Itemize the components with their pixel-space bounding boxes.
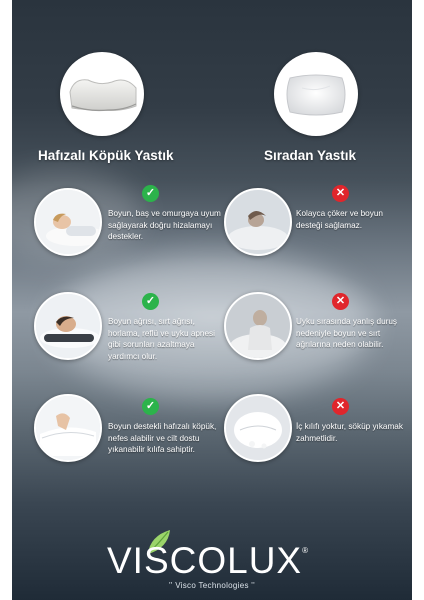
memory-foam-benefit-1: Boyun, baş ve omurgaya uyum sağlayarak doğru hizalamayı destekler.: [108, 209, 221, 242]
neck-pain-photo: [224, 188, 292, 256]
brand-name: [107, 540, 317, 582]
ordinary-pillow-image: [274, 52, 358, 136]
ordinary-pillow-drawback-1: Kolayca çöker ve boyun desteği sağlamaz.: [296, 209, 383, 230]
comparison-panel: [12, 0, 412, 600]
memory-foam-pillow-title: Hafızalı Köpük Yastık: [38, 148, 174, 163]
cross-icon: ✕: [332, 398, 349, 415]
cross-icon: ✕: [332, 185, 349, 202]
pillow-cover-photo: [34, 394, 102, 462]
ordinary-pillow-drawback-3: İç kılıfı yoktur, söküp yıkamak zahmetlidir.: [296, 422, 403, 443]
check-icon: ✓: [142, 185, 159, 202]
sleeping-woman-photo: [34, 188, 102, 256]
cross-icon: ✕: [332, 293, 349, 310]
ordinary-pillow-title: Sıradan Yastık: [264, 148, 357, 163]
sleeping-man-photo: [34, 292, 102, 360]
brand-name-text: VISCOLUX: [107, 540, 303, 581]
registered-mark: ®: [302, 546, 310, 555]
back-pain-photo: [224, 292, 292, 360]
pillow-no-cover-photo: [224, 394, 292, 462]
memory-foam-benefit-3: Boyun destekli hafızalı köpük, nefes alabilir ve cilt dostu yıkanabilir kılıfa sahiptir.: [108, 422, 217, 455]
brand-tagline: '' Visco Technologies '': [169, 581, 255, 590]
ordinary-pillow-drawback-2: Uyku sırasında yanlış duruş nedeniyle boyun ve sırt ağrılarına neden olabilir.: [296, 317, 398, 350]
check-icon: ✓: [142, 398, 159, 415]
check-icon: ✓: [142, 293, 159, 310]
memory-foam-pillow-image: [60, 52, 144, 136]
memory-foam-benefit-2: Boyun ağrısı, sırt ağrısı, horlama, reflü ve uyku apnesi gibi sorunları azaltmaya yardımcı olur.: [108, 317, 215, 361]
